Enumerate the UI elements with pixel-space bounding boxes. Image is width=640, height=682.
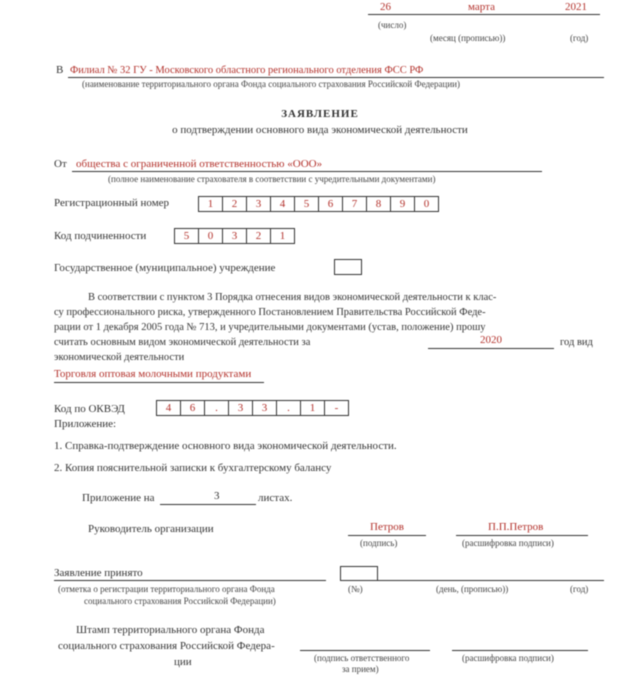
okved-digit: 3 bbox=[229, 401, 253, 415]
date-month: марта bbox=[468, 1, 495, 13]
subordination-label: Код подчиненности bbox=[54, 230, 147, 242]
okved-digit: 3 bbox=[253, 401, 277, 415]
official-signature-caption-1: (подпись ответственного bbox=[314, 653, 410, 663]
head-signature: Петров bbox=[370, 521, 404, 533]
document-subtitle: о подтверждении основного вида экономической деятельности bbox=[172, 124, 468, 136]
sheets-count: 3 bbox=[214, 490, 220, 502]
okved-digit: - bbox=[334, 402, 339, 414]
reg-digit: 3 bbox=[247, 197, 271, 211]
attachments-label: Приложение: bbox=[54, 418, 117, 430]
reg-number-label: Регистрационный номер bbox=[54, 197, 170, 209]
from-prefix: От bbox=[54, 158, 67, 170]
document-title: ЗАЯВЛЕНИЕ bbox=[281, 108, 359, 120]
date-day: 26 bbox=[380, 1, 391, 13]
activity-underline bbox=[54, 382, 264, 383]
attachment-item-1: 1. Справка-подтверждение основного вида экономической деятельности. bbox=[54, 440, 397, 452]
head-signature-caption: (подпись) bbox=[360, 538, 398, 548]
accepted-underline bbox=[54, 580, 326, 581]
okved-digit: 1 bbox=[301, 401, 325, 415]
head-signature-underline bbox=[348, 535, 426, 536]
accepted-date-underline bbox=[340, 580, 604, 581]
accepted-caption-year: (год) bbox=[570, 584, 589, 594]
body-year: 2020 bbox=[480, 334, 502, 346]
head-name-underline bbox=[456, 535, 588, 536]
okved-label: Код по ОКВЭД bbox=[54, 403, 125, 415]
official-signature-underline bbox=[300, 650, 430, 651]
addressee-prefix: В bbox=[56, 64, 64, 76]
head-label: Руководитель организации bbox=[88, 523, 214, 535]
okved-digit: 6 bbox=[181, 401, 205, 415]
body-line-5: экономической деятельности bbox=[54, 352, 185, 363]
from-caption: (полное наименование страхователя в соответствии с учредительными документами) bbox=[108, 174, 436, 184]
sheets-underline bbox=[160, 504, 256, 505]
reg-digit: 4 bbox=[271, 197, 295, 211]
body-line-2: су профессионального риска, утвержденного Постановлением Правительства Российской Феде- bbox=[54, 307, 486, 318]
attachment-item-2: 2. Копия пояснительной записки к бухгалтерскому балансу bbox=[54, 462, 332, 474]
accepted-label: Заявление принято bbox=[54, 567, 143, 579]
subordination-digit: 5 bbox=[175, 229, 199, 243]
reg-digit: 1 bbox=[199, 197, 223, 211]
reg-digit: 0 bbox=[423, 198, 430, 210]
accepted-caption-2: социального страхования Российской Федерации) bbox=[84, 596, 276, 606]
official-line-1: Штамп территориального органа Фонда bbox=[76, 624, 265, 636]
subordination-digit: 2 bbox=[247, 229, 271, 243]
addressee-caption: (наименование территориального органа Фонда социального страхования Российской Федерации) bbox=[82, 79, 460, 89]
body-line-4: считать основным видом экономической деятельности за bbox=[54, 337, 311, 348]
head-name-caption: (расшифровка подписи) bbox=[462, 538, 554, 548]
reg-digit: 5 bbox=[295, 197, 319, 211]
official-name-underline bbox=[452, 650, 588, 651]
date-year: 2021 bbox=[565, 1, 587, 13]
state-institution-label: Государственное (муниципальное) учреждение bbox=[54, 262, 276, 274]
addressee-org: Филиал № 32 ГУ - Московского областного регионального отделения ФСС РФ bbox=[70, 65, 424, 76]
from-underline bbox=[72, 171, 542, 172]
state-institution-checkbox bbox=[334, 259, 362, 275]
body-line-1: В соответствии с пунктом 3 Порядка отнесения видов экономической деятельности к клас- bbox=[88, 292, 497, 303]
accepted-caption-number: (№) bbox=[348, 584, 363, 594]
from-org: общества с ограниченной ответственностью «ООО» bbox=[76, 158, 323, 170]
okved-boxes bbox=[156, 400, 349, 416]
reg-digit: 6 bbox=[319, 197, 343, 211]
date-caption-day: (число) bbox=[378, 20, 407, 30]
reg-number-boxes bbox=[198, 196, 439, 212]
subordination-digit: 3 bbox=[223, 229, 247, 243]
body-year-underline bbox=[428, 348, 554, 349]
subordination-boxes bbox=[174, 228, 295, 244]
official-name-caption: (расшифровка подписи) bbox=[462, 653, 554, 663]
sheets-text-1: Приложение на bbox=[82, 492, 155, 504]
body-line-3: рации от 1 декабря 2005 года № 713, и учредительными документами (устав, положение) прошу bbox=[54, 322, 486, 333]
reg-digit: 8 bbox=[367, 197, 391, 211]
sheets-text-2: листах. bbox=[258, 492, 293, 504]
accepted-caption-1: (отметка о регистрации территориального органа Фонда bbox=[58, 584, 275, 594]
okved-digit: 4 bbox=[157, 401, 181, 415]
reg-digit: 2 bbox=[223, 197, 247, 211]
reg-digit: 7 bbox=[343, 197, 367, 211]
body-line-4-end: год вид bbox=[560, 337, 593, 348]
reg-digit: 9 bbox=[391, 197, 415, 211]
okved-digit: . bbox=[205, 401, 229, 415]
okved-digit: . bbox=[277, 401, 301, 415]
subordination-digit: 1 bbox=[279, 230, 286, 242]
accepted-caption-date: (день, (прописью)) bbox=[436, 584, 509, 594]
official-signature-caption-2: за прием) bbox=[342, 664, 379, 674]
official-line-3: ции bbox=[174, 656, 192, 668]
date-caption-year: (год) bbox=[570, 33, 589, 43]
date-caption-month: (месяц (прописью)) bbox=[430, 33, 506, 43]
accepted-number-box bbox=[340, 566, 378, 581]
head-name: П.П.Петров bbox=[488, 521, 544, 533]
activity-text: Торговля оптовая молочными продуктами bbox=[54, 368, 252, 380]
subordination-digit: 0 bbox=[199, 229, 223, 243]
official-line-2: социального страхования Российской Федера- bbox=[58, 640, 275, 652]
addressee-underline bbox=[68, 77, 604, 78]
date-underline bbox=[368, 14, 600, 15]
